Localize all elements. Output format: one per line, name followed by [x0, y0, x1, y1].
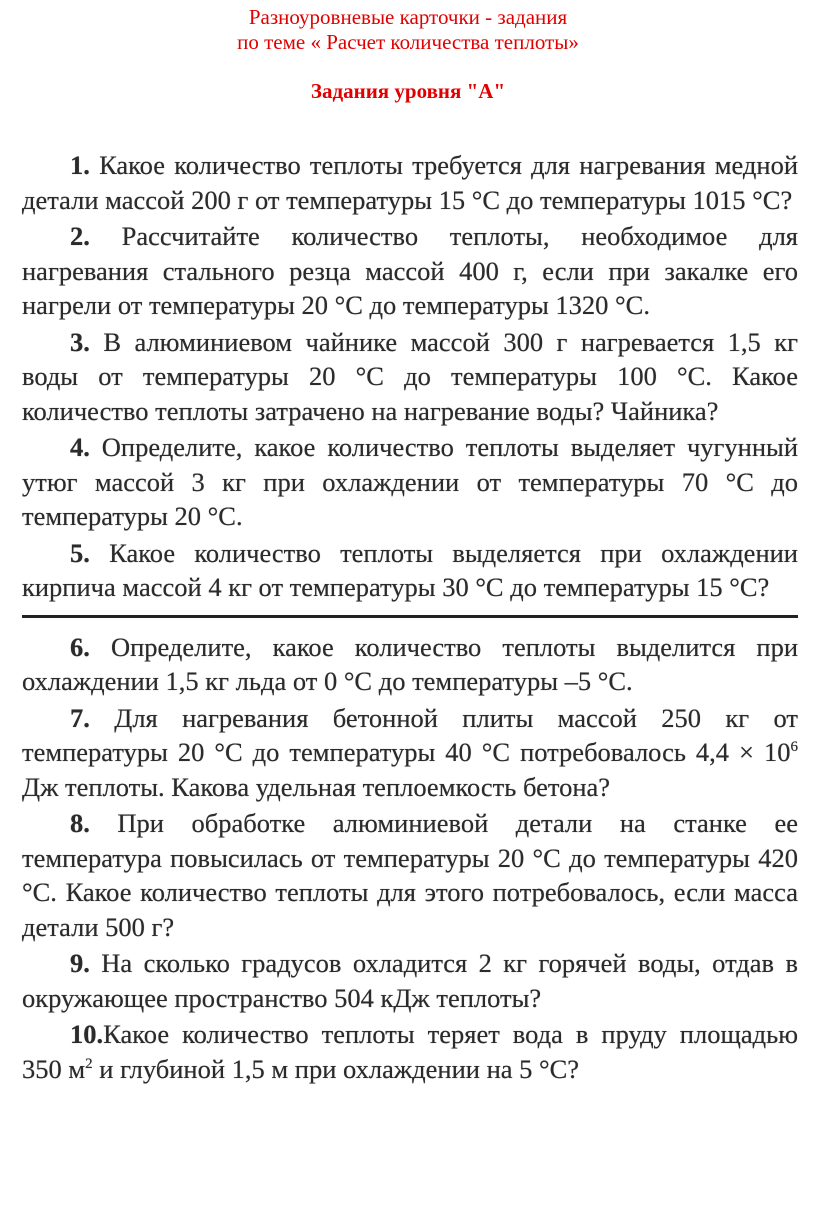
task-text: Рассчитайте количество теплоты, необходимое для нагревания стального резца массой 400 г, если при закалке его нагрели от температуры 20 °C до температуры 1320 °C. [22, 221, 798, 320]
section-divider [22, 615, 798, 618]
task-number: 6. [70, 631, 90, 662]
task-text: Какое количество теплоты теряет вода в пруду площадью 350 м [22, 1019, 798, 1084]
task-item [22, 701, 798, 805]
task-item [22, 325, 798, 429]
task-item [22, 1017, 798, 1086]
task-text: На сколько градусов охладится 2 кг горячей воды, отдав в окружающее пространство 504 кДж теплоты? [22, 948, 798, 1013]
task-text-continued: Дж теплоты. Какова удельная теплоемкость бетона? [22, 771, 611, 802]
task-text: Для нагревания бетонной плиты массой 250 кг от температуры 20 °C до температуры 40 °C потребовалось 4,4 × 10 [22, 702, 799, 767]
task-text: При обработке алюминиевой детали на станке ее температура повысилась от температуры 20 °C до температуры 420 °C. Какое количество теплоты для этого потребовалось, если масса детали 500 г? [22, 808, 799, 942]
task-number: 4. [70, 432, 90, 462]
header-title-line1: Разноуровневые карточки - задания [248, 5, 568, 29]
scanned-task-sheet [22, 148, 798, 1088]
level-heading: Задания уровня "А" [310, 79, 506, 103]
exponent: 2 [85, 1055, 93, 1072]
task-item [22, 219, 798, 323]
worksheet-header [0, 0, 816, 55]
task-item [22, 630, 798, 699]
task-item [22, 148, 798, 217]
header-title-line2: по теме « Расчет количества теплоты» [237, 30, 579, 54]
task-item [22, 536, 798, 605]
task-number: 3. [70, 326, 90, 357]
task-item [22, 806, 798, 944]
task-number: 10. [70, 1019, 104, 1049]
task-item [22, 946, 798, 1015]
task-text: Какое количество теплоты требуется для нагревания медной детали массой 200 г от температуры 15 °C до температуры 1015 °C? [22, 150, 799, 215]
task-text: Какое количество теплоты выделяется при охлаждении кирпича массой 4 кг от температуры 30 °C до температуры 15 °C? [22, 537, 798, 602]
task-number: 9. [70, 948, 90, 978]
task-number: 2. [70, 221, 90, 251]
task-number: 7. [70, 702, 90, 733]
task-number: 8. [70, 808, 90, 838]
task-number: 1. [70, 150, 90, 180]
task-text: Определите, какое количество теплоты выделится при охлаждении 1,5 кг льда от 0 °C до температуры –5 °C. [22, 631, 798, 696]
task-text: В алюминиевом чайнике массой 300 г нагревается 1,5 кг воды от температуры 20 °C до температуры 100 °C. Какое количество теплоты затрачено на нагревание воды? Чайника? [22, 326, 798, 426]
exponent: 6 [790, 739, 798, 756]
task-text-continued: и глубиной 1,5 м при охлаждении на 5 °C? [92, 1053, 580, 1084]
task-number: 5. [70, 537, 90, 568]
task-item [22, 430, 798, 534]
task-text: Определите, какое количество теплоты выделяет чугунный утюг массой 3 кг при охлаждении от температуры 70 °C до температуры 20 °C. [22, 432, 799, 531]
